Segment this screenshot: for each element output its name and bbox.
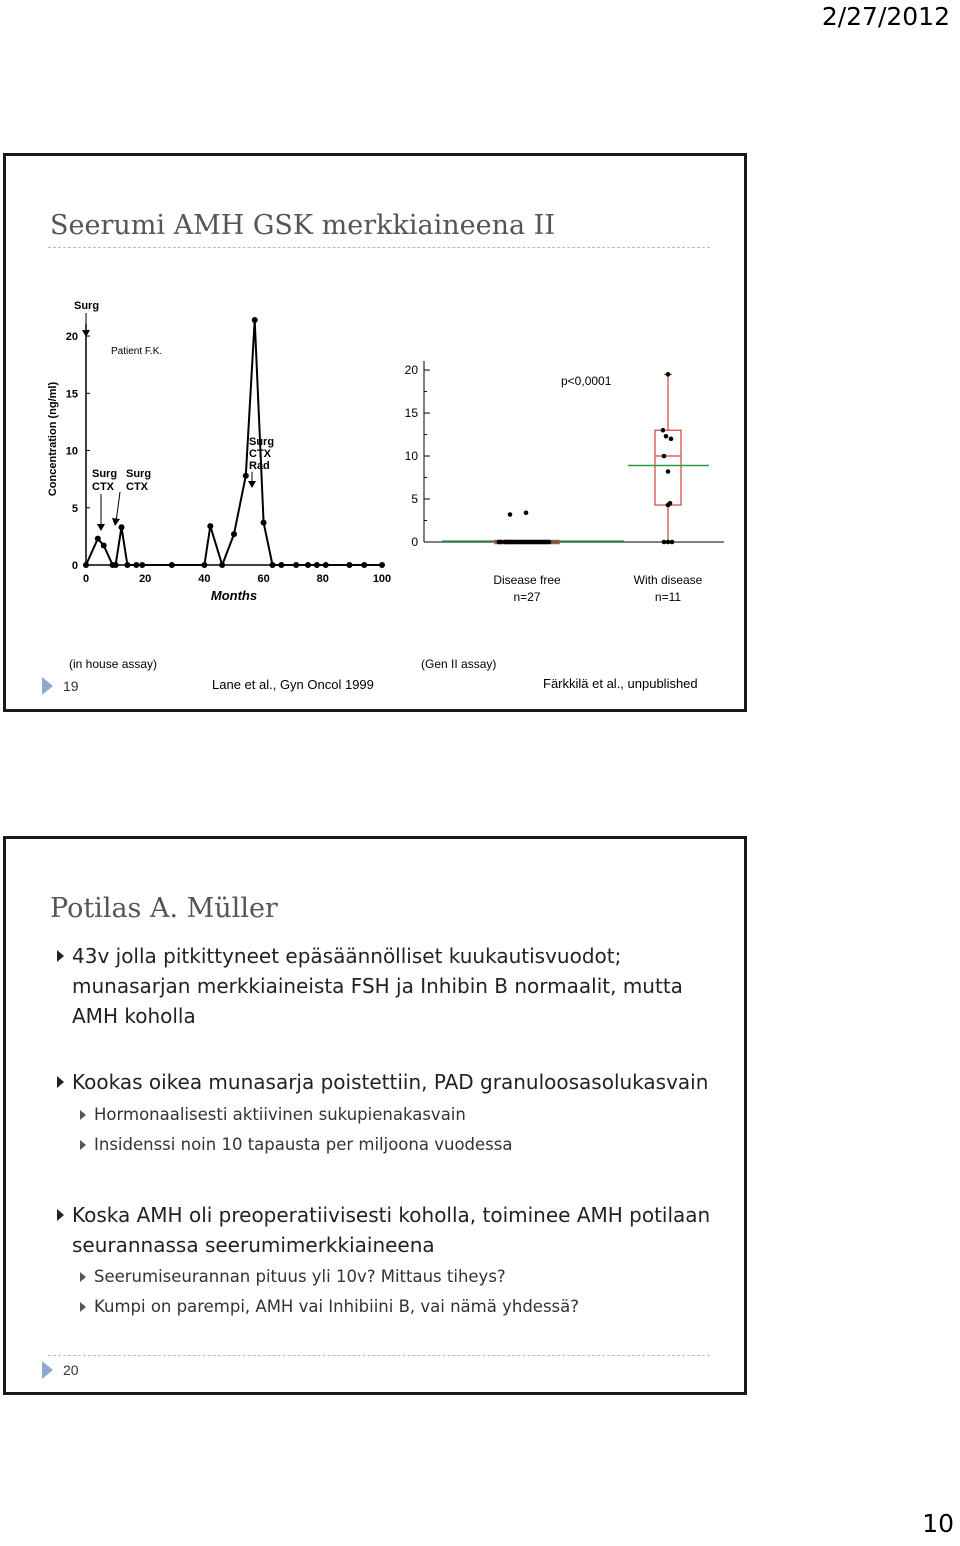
x-tick-label: 0 xyxy=(82,573,90,585)
data-point xyxy=(379,562,385,568)
x-tick-label: 100 xyxy=(372,573,392,585)
data-point xyxy=(119,524,125,530)
group-n-disease-free: n=27 xyxy=(513,590,541,604)
page-date: 2/27/2012 xyxy=(821,2,950,31)
with-disease-point xyxy=(669,437,674,442)
with-disease-point xyxy=(666,503,671,508)
svg-text:Surg: Surg xyxy=(126,468,152,480)
y-tick-labels xyxy=(405,363,430,549)
y-tick-label: 10 xyxy=(65,445,78,458)
sub-bullet-arrow-icon xyxy=(80,1140,86,1150)
y-axis-label: Concentration (ng/ml) xyxy=(47,381,59,497)
patient-time-course-chart xyxy=(44,294,399,614)
group-label-with-disease: With disease xyxy=(633,573,703,587)
bullet-3-sub-1: Seerumiseurannan pituus yli 10v? Mittaus tiheys? xyxy=(94,1267,506,1286)
data-point xyxy=(323,562,329,568)
data-point xyxy=(278,562,284,568)
y-tick-label: 20 xyxy=(65,331,78,344)
data-point xyxy=(201,562,207,568)
group-points xyxy=(497,372,675,544)
bullet-1: 43v jolla pitkittyneet epäsäännölliset kuukautisvuodot; munasarjan merkkiaineista FSH ja Inhibin B normaalit, mutta AMH koholla xyxy=(72,944,683,1028)
data-point xyxy=(305,562,311,568)
y-tick-label: 15 xyxy=(404,406,418,421)
bullet-2: Kookas oikea munasarja poistettiin, PAD granuloosasolukasvain xyxy=(72,1070,709,1094)
slide-title: Potilas A. Müller xyxy=(50,893,278,924)
title-divider xyxy=(48,247,710,248)
data-point xyxy=(231,531,237,537)
data-point xyxy=(361,562,367,568)
with-disease-point xyxy=(670,540,675,545)
disease-free-point xyxy=(524,510,529,515)
slide-title: Seerumi AMH GSK merkkiaineena II xyxy=(50,210,555,241)
with-disease-point xyxy=(662,540,667,545)
annotation-ctx-2: CTX xyxy=(126,481,148,493)
bullet-arrow-icon xyxy=(57,950,64,962)
with-disease-point xyxy=(661,428,666,433)
y-tick-label: 5 xyxy=(411,492,418,507)
bullet-3: Koska AMH oli preoperatiivisesti koholla, toiminee AMH potilaan seurannassa seerumimerkkiaineena xyxy=(72,1203,711,1257)
bullet-2-sub-2: Insidenssi noin 10 tapausta per miljoona vuodessa xyxy=(94,1135,513,1154)
assay-note-left: (in house assay) xyxy=(69,657,158,671)
slide-20 xyxy=(3,836,747,1395)
x-tick-labels xyxy=(83,573,391,585)
disease-free-point xyxy=(499,540,504,545)
disease-free-point xyxy=(509,540,514,545)
svg-text:Surg: Surg xyxy=(249,436,275,448)
surg-ctx-annotation-2 xyxy=(112,468,151,526)
citation-right: Färkkilä et al., unpublished xyxy=(543,676,698,691)
svg-text:CTX: CTX xyxy=(249,448,271,460)
slide-19 xyxy=(3,153,747,712)
y-tick-label: 0 xyxy=(411,535,418,549)
slide-number: 20 xyxy=(63,1362,79,1378)
y-tick-label: 0 xyxy=(71,560,78,572)
annotation-surg-1: Surg xyxy=(74,300,100,312)
data-point xyxy=(346,562,352,568)
with-disease-box xyxy=(655,430,681,505)
x-axis-label: Months xyxy=(210,588,258,603)
disease-free-point xyxy=(508,512,513,517)
data-point xyxy=(269,562,275,568)
disease-free-point xyxy=(547,540,552,545)
x-tick-label: 60 xyxy=(257,573,270,585)
group-label-disease-free: Disease free xyxy=(493,573,561,587)
x-tick-label: 40 xyxy=(198,573,211,585)
with-disease-point xyxy=(662,454,667,459)
with-disease-point xyxy=(666,540,671,545)
data-point xyxy=(314,562,320,568)
data-point xyxy=(169,562,175,568)
bullet-3-sub-2: Kumpi on parempi, AMH vai Inhibiini B, vai nämä yhdessä? xyxy=(94,1297,580,1316)
patient-label: Patient F.K. xyxy=(111,346,163,357)
sub-bullet-arrow-icon xyxy=(80,1110,86,1120)
footer-triangle-icon xyxy=(42,677,53,695)
data-point xyxy=(207,523,213,529)
footer-triangle-icon xyxy=(42,1361,53,1379)
with-disease-point xyxy=(666,372,671,377)
data-point xyxy=(113,562,119,568)
data-point xyxy=(261,520,267,526)
data-point xyxy=(95,536,101,542)
bullet-arrow-icon xyxy=(57,1209,64,1221)
data-point xyxy=(293,562,299,568)
citation-left: Lane et al., Gyn Oncol 1999 xyxy=(212,677,374,692)
slide-number: 19 xyxy=(63,678,79,694)
bullet-arrow-icon xyxy=(57,1076,64,1088)
with-disease-point xyxy=(666,469,671,474)
data-point xyxy=(219,562,225,568)
with-disease-point xyxy=(664,434,669,439)
footer-divider xyxy=(48,1355,710,1356)
data-point xyxy=(83,562,89,568)
disease-free-point xyxy=(505,540,510,545)
page-number: 10 xyxy=(922,1509,954,1538)
sub-bullet-arrow-icon xyxy=(80,1302,86,1312)
y-tick-label: 10 xyxy=(404,449,418,464)
data-point xyxy=(243,473,249,479)
svg-text:Rad: Rad xyxy=(249,460,270,472)
data-point xyxy=(133,562,139,568)
svg-text:Surg: Surg xyxy=(92,468,118,480)
data-point xyxy=(252,317,258,323)
y-tick-label: 5 xyxy=(71,502,78,515)
bullet-2-sub-1: Hormonaalisesti aktiivinen sukupienakasvain xyxy=(94,1105,466,1124)
x-tick-label: 20 xyxy=(139,573,152,585)
assay-note-right: (Gen II assay) xyxy=(421,657,497,671)
y-tick-label: 20 xyxy=(404,363,418,378)
group-n-with-disease: n=11 xyxy=(654,590,682,604)
data-point xyxy=(101,543,107,549)
data-point xyxy=(124,562,130,568)
surg-ctx-annotation-1 xyxy=(92,468,117,531)
group-comparison-chart xyxy=(394,349,724,609)
sub-bullet-arrow-icon xyxy=(80,1272,86,1282)
y-tick-label: 15 xyxy=(65,388,78,401)
p-value: p<0,0001 xyxy=(561,374,612,388)
x-tick-label: 80 xyxy=(316,573,329,585)
data-point xyxy=(139,562,145,568)
annotation-ctx-1: CTX xyxy=(92,481,114,493)
